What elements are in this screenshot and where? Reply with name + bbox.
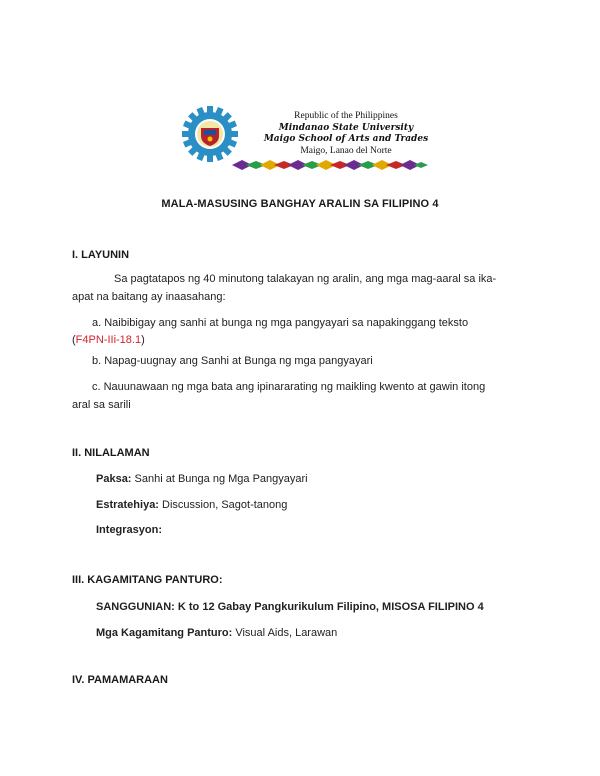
paksa-line bbox=[96, 470, 308, 488]
heading-kagamitan: III. KAGAMITANG PANTURO: bbox=[72, 574, 223, 586]
estratehiya-label: Estratehiya: bbox=[96, 499, 159, 511]
integrasyon-label: Integrasyon: bbox=[96, 524, 163, 536]
layunin-intro-line1: Sa pagtatapos ng 40 minutong talakayan ng aralin, ang mga mag-aaral sa ika- bbox=[114, 273, 497, 285]
university-seal-logo bbox=[182, 106, 238, 162]
heading-layunin: I. LAYUNIN bbox=[72, 249, 130, 261]
objective-a-code-line bbox=[72, 331, 145, 349]
objective-b: b. Napag-uugnay ang Sanhi at Bunga ng mga pangyayari bbox=[92, 355, 373, 367]
objective-a-open-paren: ( bbox=[72, 334, 76, 346]
objective-c-line1: c. Nauunawaan ng mga bata ang ipinararating ng maikling kwento at gawin itong bbox=[92, 381, 486, 393]
paksa-label: Paksa: bbox=[96, 473, 132, 485]
sanggunian-line: SANGGUNIAN: K to 12 Gabay Pangkurikulum Filipino, MISOSA FILIPINO 4 bbox=[96, 601, 484, 613]
objective-a-close-paren: ) bbox=[141, 334, 145, 346]
letterhead-republic: Republic of the Philippines bbox=[294, 111, 398, 121]
layunin-intro-line2: apat na baitang ay inaasahang: bbox=[72, 291, 226, 303]
objective-c-line2: aral sa sarili bbox=[72, 399, 131, 411]
objective-a-line1: a. Naibibigay ang sanhi at bunga ng mga pangyayari sa napakinggang teksto bbox=[92, 317, 469, 329]
letterhead-university: Mindanao State University bbox=[278, 122, 414, 133]
document-title: MALA-MASUSING BANGHAY ARALIN SA FILIPINO 4 bbox=[161, 198, 439, 210]
mga-kagamitan-label: Mga Kagamitang Panturo: bbox=[96, 627, 233, 639]
competency-code: F4PN-IIi-18.1 bbox=[75, 334, 142, 346]
letterhead-address: Maigo, Lanao del Norte bbox=[300, 145, 392, 156]
decorative-ornament-border bbox=[232, 160, 428, 170]
letterhead bbox=[246, 111, 446, 157]
heading-pamamaraan: IV. PAMAMARAAN bbox=[72, 674, 168, 686]
estratehiya-value: Discussion, Sagot-tanong bbox=[158, 499, 288, 511]
paksa-value: Sanhi at Bunga ng Mga Pangyayari bbox=[131, 473, 308, 485]
letterhead-school: Maigo School of Arts and Trades bbox=[263, 134, 429, 144]
estratehiya-line bbox=[96, 496, 287, 514]
heading-nilalaman: II. NILALAMAN bbox=[72, 447, 150, 459]
mga-kagamitan-value: Visual Aids, Larawan bbox=[232, 627, 338, 639]
mga-kagamitan-line bbox=[96, 624, 337, 642]
